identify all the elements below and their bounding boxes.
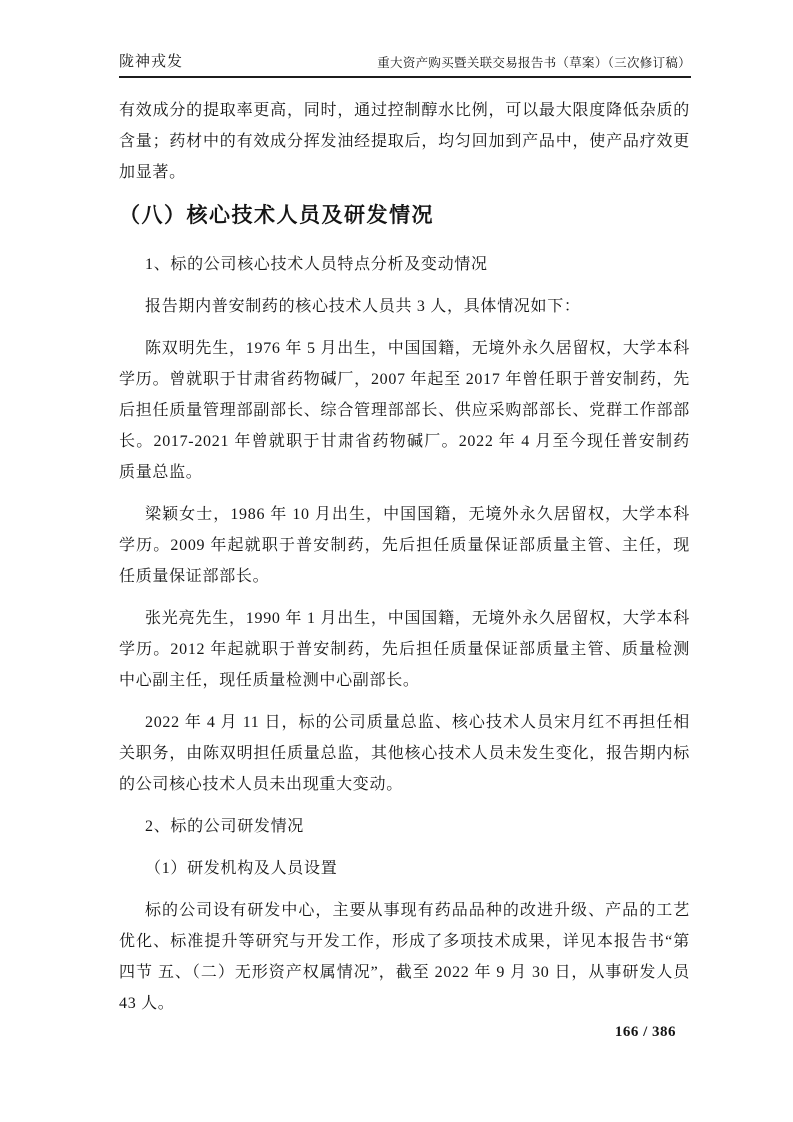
- paragraph-zhang-guangliang-bio: 张光亮先生，1990 年 1 月出生，中国国籍，无境外永久居留权，大学本科学历。2012 年起就职于普安制药，先后担任质量保证部质量主管、质量检测中心副主任，现任质量检测中心副部长。: [119, 610, 690, 689]
- section-heading-core-technical-staff: （八）核心技术人员及研发情况: [119, 204, 434, 227]
- paragraph-rd-center: 标的公司设有研发中心，主要从事现有药品品种的改进升级、产品的工艺优化、标准提升等研究与开发工作，形成了多项技术成果，详见本报告书“第四节 五、（二）无形资产权属情况”，截至 2022 年 9 月 30 日，从事研发人员 43 人。: [119, 902, 690, 1012]
- header-company-name: 陇神戎发: [119, 54, 184, 70]
- subheading-2-rd-situation: 2、标的公司研发情况: [145, 818, 305, 835]
- page-number: 166 / 386: [614, 1024, 676, 1040]
- document-content: [119, 95, 690, 1030]
- paragraph-staff-overview: 报告期内普安制药的核心技术人员共 3 人，具体情况如下：: [145, 298, 581, 315]
- paragraph-chen-shuangming-bio: 陈双明先生，1976 年 5 月出生，中国国籍，无境外永久居留权，大学本科学历。曾就职于甘肃省药物碱厂，2007 年起至 2017 年曾任职于普安制药，先后担任质量管理部副部长、综合管理部部长、供应采购部部长、党群工作部部长。2017-2021 年曾就职于甘肃省药物碱厂。2022 年 4 月至今现任普安制药质量总监。: [119, 340, 690, 481]
- paragraph-extraction-carryover: 有效成分的提取率更高，同时，通过控制醇水比例，可以最大限度降低杂质的含量；药材中的有效成分挥发油经提取后，均匀回加到产品中，使产品疗效更加显著。: [119, 102, 690, 181]
- header-report-title: 重大资产购买暨关联交易报告书（草案）（三次修订稿）: [377, 56, 691, 70]
- paragraph-liang-ying-bio: 梁颖女士，1986 年 10 月出生，中国国籍，无境外永久居留权，大学本科学历。2009 年起就职于普安制药，先后担任质量保证部质量主管、主任，现任质量保证部部长。: [119, 506, 690, 585]
- subheading-2-1-rd-org-staffing: （1）研发机构及人员设置: [145, 860, 338, 877]
- page-header: [119, 50, 691, 78]
- paragraph-staff-change: 2022 年 4 月 11 日，标的公司质量总监、核心技术人员宋月红不再担任相关职务，由陈双明担任质量总监，其他核心技术人员未发生变化，报告期内标的公司核心技术人员未出现重大变动。: [119, 714, 690, 793]
- subheading-1-core-staff-analysis: 1、标的公司核心技术人员特点分析及变动情况: [145, 256, 488, 273]
